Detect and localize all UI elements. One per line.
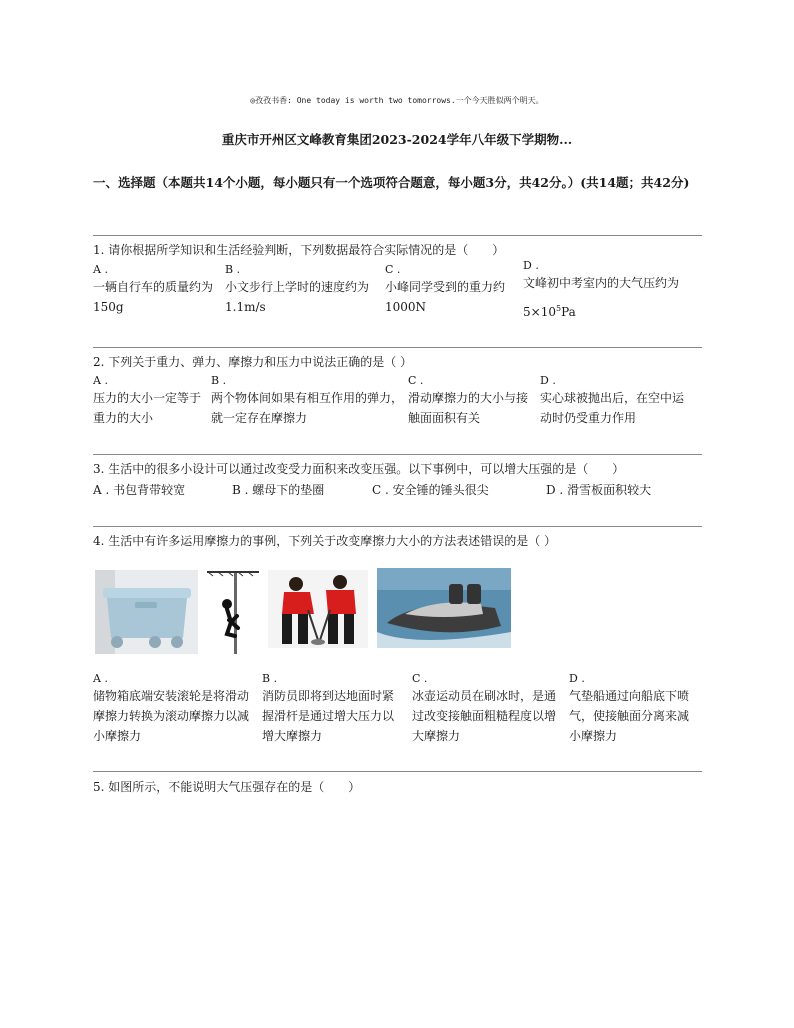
q1-stem: 1. 请你根据所学知识和生活经验判断，下列数据最符合实际情况的是（ ） <box>93 243 505 257</box>
option-text: 两个物体间如果有相互作用的弹力，就一定存在摩擦力 <box>211 391 404 425</box>
q4-option-a[interactable] <box>93 672 256 746</box>
divider <box>93 347 702 348</box>
option-text: 小文步行上学时的速度约为1.1m/s <box>225 280 370 314</box>
option-text: 气垫船通过向船底下喷气，使接触面分离来减小摩擦力 <box>569 689 690 743</box>
option-text: 消防员即将到达地面时紧握滑杆是通过增大压力以增大摩擦力 <box>262 689 395 743</box>
q4-stem: 4. 生活中有许多运用摩擦力的事例，下列关于改变摩擦力大小的方法表述错误的是（ ） <box>93 534 557 548</box>
q2-option-b[interactable] <box>211 374 404 428</box>
q1-option-c[interactable] <box>385 263 523 317</box>
option-text: 一辆自行车的质量约为150g <box>93 280 214 314</box>
option-letter: D . <box>569 672 585 685</box>
q2-option-c[interactable] <box>408 374 534 428</box>
option-letter: C . <box>385 263 401 276</box>
pressure-value: $5\times 10^5Pa$ <box>523 304 576 319</box>
option-letter: D . <box>540 374 556 387</box>
option-text: 压力的大小一定等于重力的大小 <box>93 391 202 425</box>
firefighter-pole-image <box>205 570 261 654</box>
q5-stem: 5. 如图所示，不能说明大气压强存在的是（ ） <box>93 780 361 794</box>
divider <box>93 454 702 455</box>
q2-stem: 2. 下列关于重力、弹力、摩擦力和压力中说法正确的是（ ） <box>93 355 413 369</box>
option-letter: C . <box>412 672 428 685</box>
q3-option-a[interactable]: A . 书包背带较宽 <box>93 483 186 497</box>
option-text: 冰壶运动员在刷冰时，是通过改变接触面粗糙程度以增大摩擦力 <box>412 689 557 743</box>
section-heading: 一、选择题（本题共14个小题，每小题只有一个选项符合题意，每小题3分，共42分。）(共14题；共42分) <box>93 175 690 190</box>
divider <box>93 526 702 527</box>
q1-option-b[interactable] <box>225 263 377 317</box>
option-letter: B . <box>225 263 241 276</box>
option-text: 实心球被抛出后，在空中运动时仍受重力作用 <box>540 391 685 425</box>
option-text: 小峰同学受到的重力约1000N <box>385 280 506 314</box>
q2-option-d[interactable] <box>540 374 692 428</box>
q2-option-a[interactable] <box>93 374 206 428</box>
option-letter: B . <box>211 374 227 387</box>
motto-line: ◎孜孜书香: One today is worth two tomorrows.一个今天胜似两个明天。 <box>250 96 544 105</box>
option-letter: B . <box>262 672 278 685</box>
curling-players-image <box>268 570 368 648</box>
q1-option-d[interactable] <box>523 259 708 322</box>
document-title: 重庆市开州区文峰教育集团2023-2024学年八年级下学期物... <box>221 132 573 147</box>
option-text: 储物箱底端安装滚轮是将滑动摩擦力转换为滚动摩擦力以减小摩擦力 <box>93 689 250 743</box>
divider <box>93 235 702 236</box>
q1-option-a[interactable] <box>93 263 218 317</box>
q4-option-d[interactable] <box>569 672 699 746</box>
q4-option-c[interactable] <box>412 672 564 746</box>
storage-box-image <box>95 570 198 654</box>
q3-stem: 3. 生活中的很多小设计可以通过改变受力面积来改变压强。以下事例中，可以增大压强的是（ ） <box>93 462 625 476</box>
option-letter: A . <box>93 374 108 387</box>
option-text: 文峰初中考室内的大气压约为 <box>523 276 680 290</box>
option-letter: A . <box>93 263 108 276</box>
q3-option-b[interactable]: B . 螺母下的垫圈 <box>232 483 325 497</box>
option-letter: A . <box>93 672 108 685</box>
option-text: 滑动摩擦力的大小与接触面面积有关 <box>408 391 529 425</box>
option-letter: D . <box>523 259 539 272</box>
q3-option-c[interactable]: C . 安全锤的锤头很尖 <box>372 483 489 497</box>
q3-option-d[interactable]: D . 滑雪板面积较大 <box>546 483 652 497</box>
divider <box>93 771 702 772</box>
option-letter: C . <box>408 374 424 387</box>
hovercraft-image <box>377 568 511 648</box>
q4-option-b[interactable] <box>262 672 402 746</box>
